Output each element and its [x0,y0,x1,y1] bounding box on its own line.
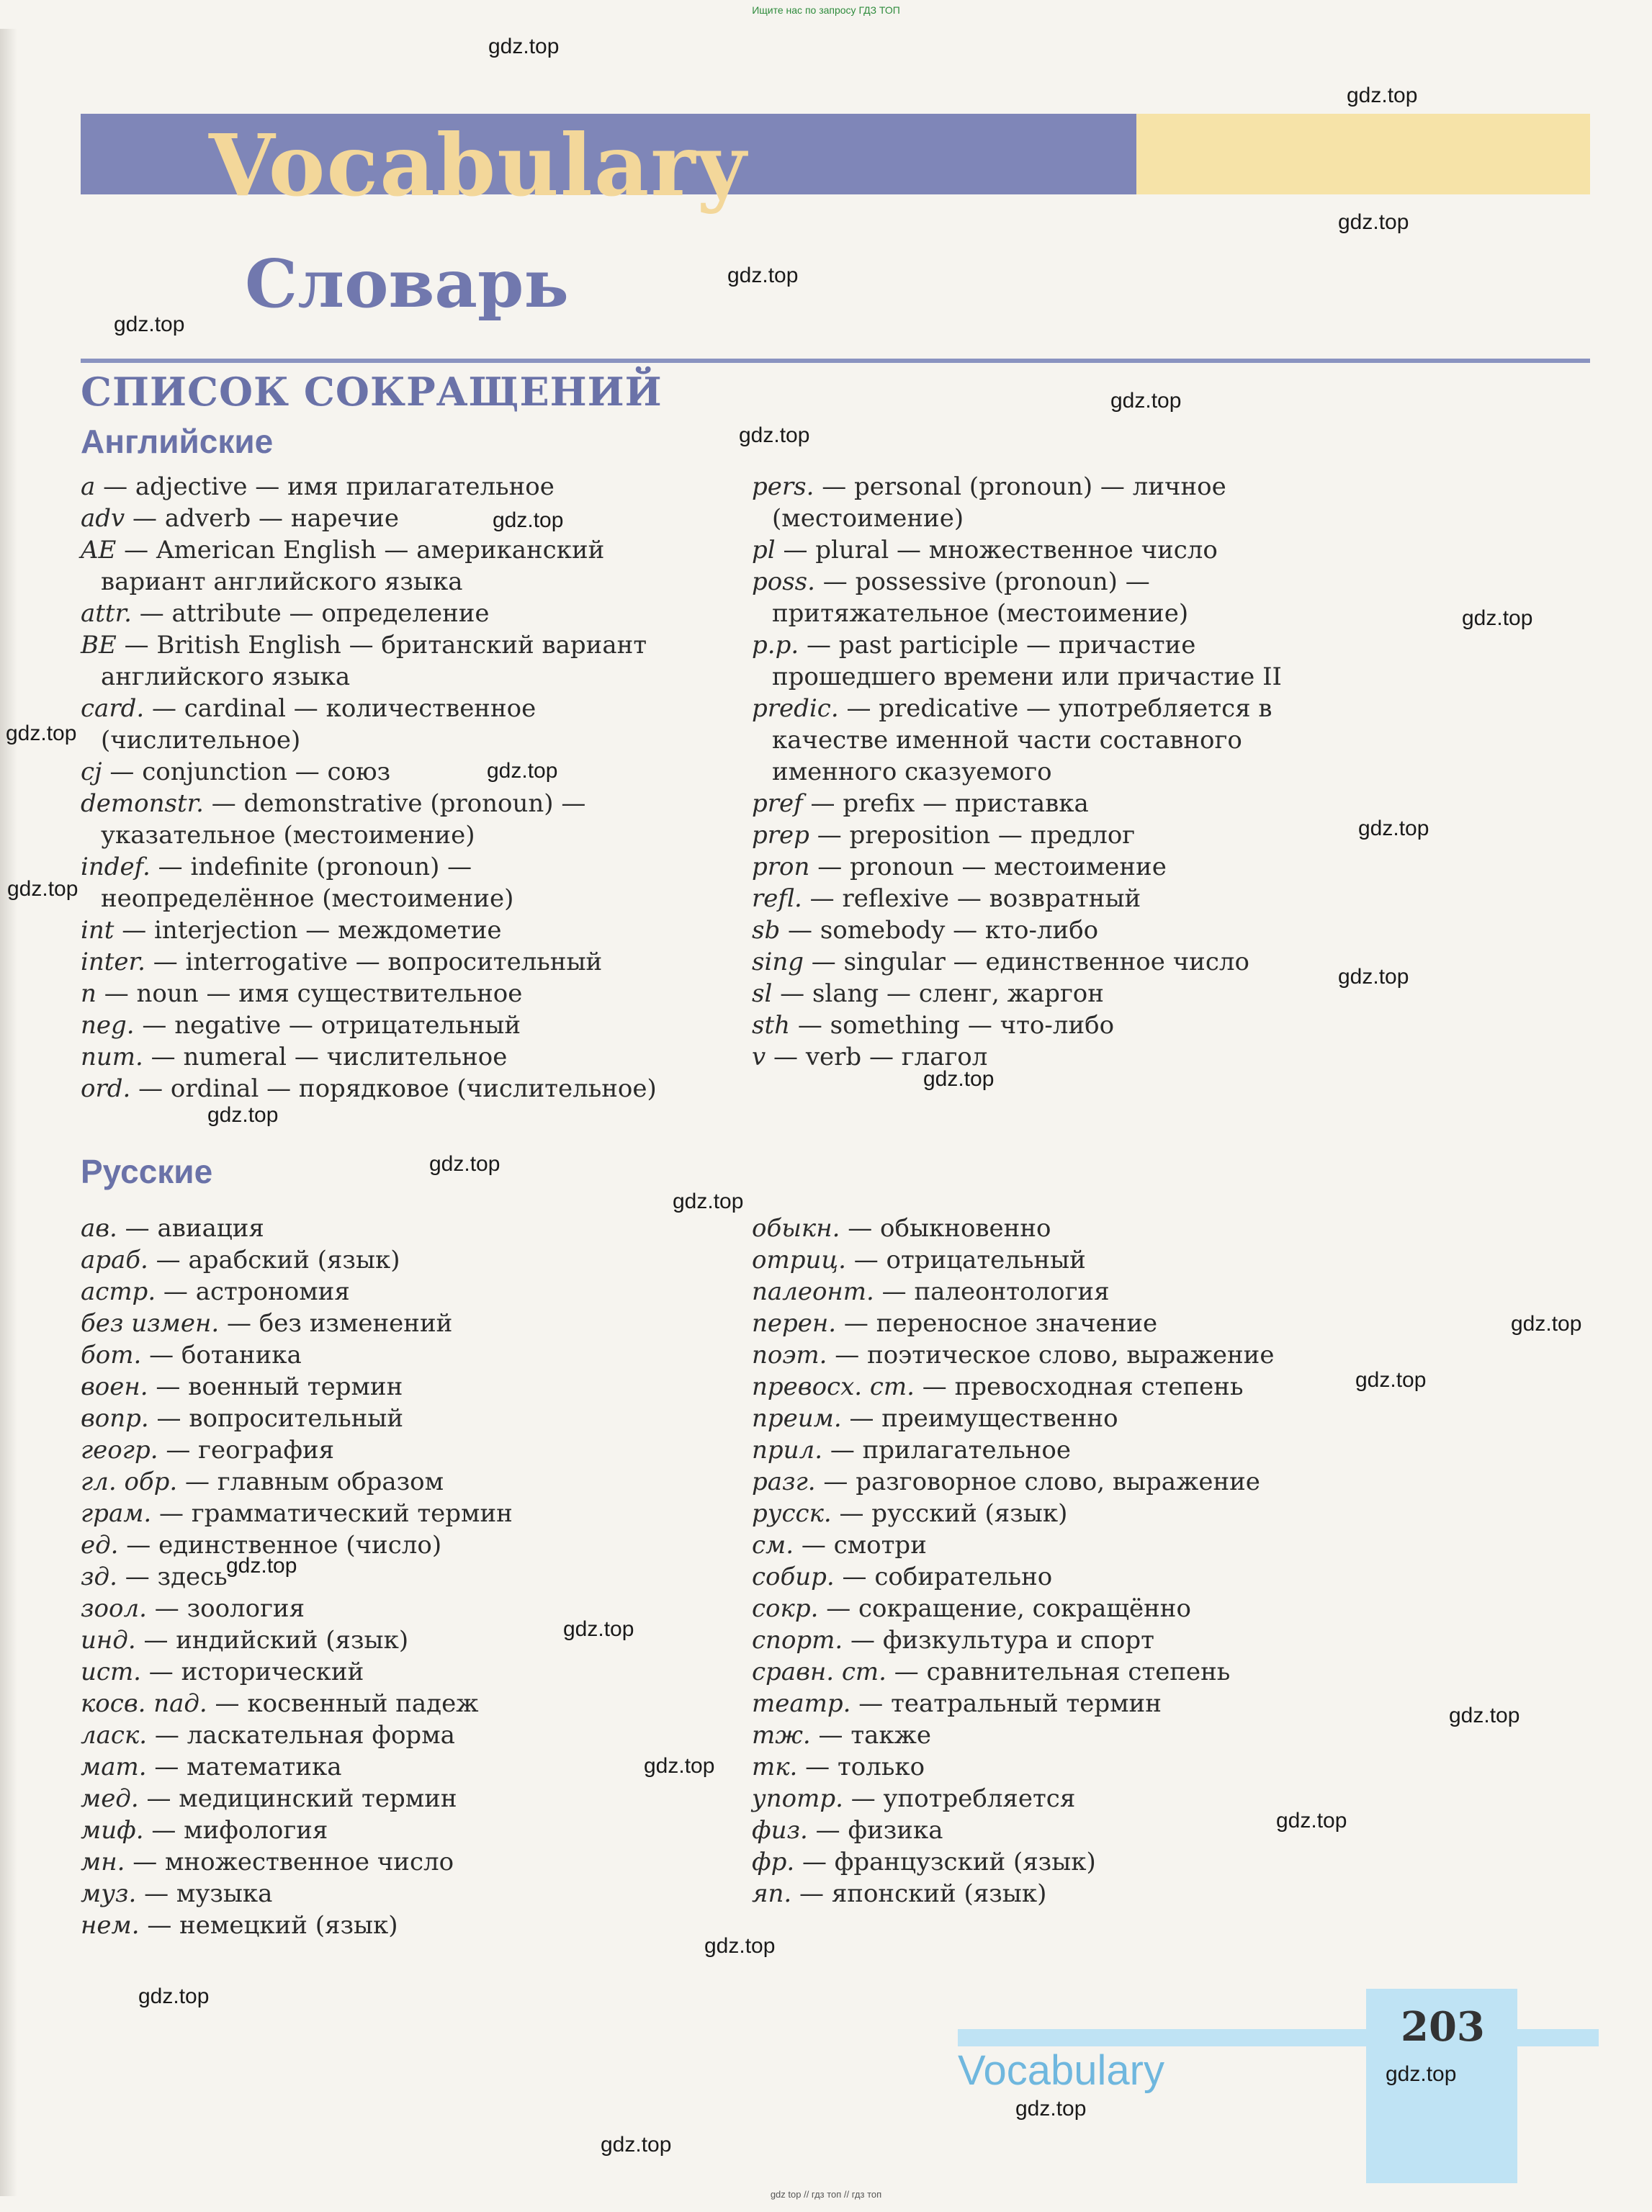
abbreviation-meaning: — зоология [146,1594,305,1623]
abbreviation-term: театр. [752,1689,851,1718]
abbreviation-meaning: — смотри [794,1531,927,1560]
watermark-text: gdz.top [1462,606,1533,630]
abbreviation-meaning: — singular — единственное число [803,948,1249,976]
abbreviation-meaning: — французский (язык) [794,1848,1096,1876]
abbreviation-meaning: — военный термин [148,1372,403,1401]
abbreviation-entry [752,1815,1357,1846]
abbreviation-term: BE [81,631,117,660]
abbreviation-entry [752,629,1357,693]
abbreviation-term: refl. [752,884,802,913]
footer-section-label: Vocabulary [958,2047,1164,2094]
abbreviation-meaning: — грамматический термин [151,1499,513,1528]
watermark-text: gdz.top [7,877,78,901]
abbreviation-entry [81,534,686,598]
abbreviation-term: косв. пад. [81,1689,207,1718]
abbreviation-meaning: — обыкновенно [840,1214,1051,1243]
abbreviation-entry [81,1498,686,1529]
abbreviation-meaning: — cardinal — количественное (числительное) [101,694,537,755]
abbreviation-meaning: — также [810,1721,932,1750]
abbreviation-term: геогр. [81,1436,158,1465]
abbreviation-meaning: — American English — американский вариант английского языка [101,536,605,596]
abbreviation-term: poss. [752,567,815,596]
abbreviation-term: n [81,979,96,1008]
abbreviation-meaning: — поэтическое слово, выражение [827,1341,1275,1370]
abbreviation-meaning: — prefix — приставка [802,789,1089,818]
abbreviation-term: cj [81,757,102,786]
abbreviation-entry [752,1276,1357,1308]
abbreviation-entry [81,1371,686,1403]
abbreviation-term: инд. [81,1626,136,1655]
abbreviation-entry [81,946,686,978]
abbreviation-meaning: — музыка [136,1879,273,1908]
english-abbr-list-left [81,471,686,1105]
abbreviation-entry [752,1688,1357,1719]
abbreviation-term: сокр. [752,1594,819,1623]
abbreviation-meaning: — reflexive — возвратный [802,884,1141,913]
english-section-heading: Английские [81,423,274,460]
abbreviation-entry [752,1624,1357,1656]
abbreviation-meaning: — ласкательная форма [147,1721,455,1750]
russian-abbr-list-right [752,1213,1357,1910]
abbreviation-meaning: — география [158,1436,335,1465]
watermark-text: gdz.top [739,423,810,447]
abbreviation-term: астр. [81,1277,156,1306]
abbreviation-term: тж. [752,1721,811,1750]
abbreviation-entry [81,1815,686,1846]
title-russian: Словарь [245,245,569,323]
abbreviation-entry [752,1498,1357,1529]
abbreviation-meaning: — математика [146,1753,342,1781]
abbreviation-term: фр. [752,1848,795,1876]
abbreviation-term: тк. [752,1753,798,1781]
abbreviation-term: attr. [81,599,132,628]
abbreviation-meaning: — slang — сленг, жаргон [772,979,1104,1008]
abbreviation-term: neg. [81,1011,135,1040]
abbreviation-entry [81,1878,686,1910]
abbreviation-entry [752,819,1357,851]
abbreviation-meaning: — British English — британский вариант английского языка [101,631,647,691]
abbreviation-term: нем. [81,1911,140,1940]
abbreviation-meaning: — только [797,1753,925,1781]
abbreviation-entry [752,1561,1357,1593]
abbreviation-entry [752,1466,1357,1498]
abbreviation-entry [752,1339,1357,1371]
abbreviation-entry [81,1719,686,1751]
abbreviation-term: pref [752,789,803,818]
abbreviation-term: sb [752,916,781,945]
search-hint-note: Ищите нас по запросу ГДЗ ТОП [752,4,900,16]
abbreviation-meaning: — без изменений [219,1309,453,1338]
abbreviation-term: AE [81,536,117,565]
abbreviation-meaning: — множественное число [125,1848,454,1876]
abbreviation-meaning: — pronoun — местоимение [809,853,1167,881]
watermark-text: gdz.top [207,1103,279,1127]
abbreviation-meaning: — something — что-либо [790,1011,1115,1040]
abbreviation-entry [81,1529,686,1561]
watermark-text: gdz.top [487,759,558,783]
abbreviation-meaning: — personal (pronoun) — личное (местоимение) [772,472,1226,533]
abbreviation-entry [81,1308,686,1339]
watermark-text: gdz.top [1355,1368,1427,1392]
abbreviation-meaning: — употребляется [843,1784,1076,1813]
abbreviation-entry [81,1434,686,1466]
watermark-text: gdz.top [1015,2097,1087,2121]
abbreviation-meaning: — арабский (язык) [148,1246,400,1274]
abbreviation-entry [81,1688,686,1719]
abbreviation-entry [81,756,686,788]
abbreviation-term: прил. [752,1436,823,1465]
abbreviation-meaning: — превосходная степень [914,1372,1244,1401]
abbreviation-meaning: — numeral — числительное [143,1043,508,1071]
abbreviation-entry [81,1244,686,1276]
watermark-text: gdz.top [226,1554,297,1578]
abbreviation-entry [752,788,1357,819]
abbreviation-entry [752,1878,1357,1910]
abbreviation-term: вопр. [81,1404,149,1433]
abbreviation-entry [752,1213,1357,1244]
abbreviation-meaning: — verb — глагол [766,1043,988,1071]
abbreviation-term: int [81,916,115,945]
abbreviation-meaning: — plural — множественное число [775,536,1218,565]
abbreviation-entry [752,693,1357,788]
abbreviation-term: преим. [752,1404,842,1433]
abbreviation-term: зоол. [81,1594,147,1623]
abbreviation-meaning: — единственное (число) [118,1531,442,1560]
abbreviation-entry [752,1656,1357,1688]
abbreviation-meaning: — косвенный падеж [207,1689,479,1718]
page-edge-shadow [0,29,17,2196]
abbreviation-term: превосх. ст. [752,1372,915,1401]
abbreviation-term: sl [752,979,773,1008]
abbreviation-term: яп. [752,1879,792,1908]
abbreviation-meaning: — adverb — наречие [125,504,399,533]
abbreviation-meaning: — possessive (pronoun) — притяжательное (местоимение) [772,567,1189,628]
abbreviation-meaning: — сокращение, сокращённо [818,1594,1191,1623]
abbreviation-term: pron [752,853,810,881]
abbreviation-term: физ. [752,1816,808,1845]
abbreviation-entry [81,1910,686,1941]
abbreviation-meaning: — преимущественно [841,1404,1118,1433]
abbreviation-entry [752,1308,1357,1339]
abbreviation-entry [752,883,1357,914]
abbreviation-term: predic. [752,694,839,723]
bottom-note: gdz top // гдз топ // гдз топ [770,2189,882,2200]
abbreviation-term: demonstr. [81,789,204,818]
abbreviation-term: pers. [752,472,814,501]
abbreviation-term: inter. [81,948,145,976]
abbreviation-meaning: — разговорное слово, выражение [815,1467,1260,1496]
abbreviation-meaning: — past participle — причастие прошедшего времени или причастие II [772,631,1282,691]
abbreviation-entry [81,851,686,914]
abbreviation-meaning: — физика [807,1816,943,1845]
abbreviation-entry [81,978,686,1010]
abbreviation-entry [752,1371,1357,1403]
abbreviation-term: отриц. [752,1246,846,1274]
abbreviation-entry [81,1073,686,1105]
abbreviation-term: мат. [81,1753,147,1781]
abbreviation-meaning: — ботаника [141,1341,302,1370]
abbreviation-term: воен. [81,1372,148,1401]
abbreviation-entry [81,914,686,946]
abbreviation-entry [81,1339,686,1371]
abbreviation-term: мед. [81,1784,139,1813]
watermark-text: gdz.top [1511,1312,1582,1336]
abbreviation-entry [752,471,1357,534]
abbreviation-entry [81,693,686,756]
abbreviation-term: гл. обр. [81,1467,178,1496]
header-divider [81,359,1590,363]
abbreviation-term: pl [752,536,776,565]
abbreviation-meaning: — собирательно [834,1563,1053,1591]
abbreviation-entry [752,1751,1357,1783]
abbreviation-meaning: — здесь [117,1563,228,1591]
title-english: Vocabulary [209,115,748,215]
abbreviation-term: ед. [81,1531,119,1560]
abbreviation-entry [752,1010,1357,1041]
abbreviation-meaning: — прилагательное [822,1436,1071,1465]
watermark-text: gdz.top [727,264,799,287]
abbreviation-term: без измен. [81,1309,220,1338]
abbreviation-entry [81,1041,686,1073]
abbreviation-term: обыкн. [752,1214,840,1243]
watermark-text: gdz.top [1449,1704,1520,1727]
english-abbr-list-right [752,471,1357,1073]
abbreviation-term: палеонт. [752,1277,874,1306]
abbreviation-entry [81,471,686,503]
abbreviation-term: ord. [81,1074,131,1103]
abbreviation-term: num. [81,1043,143,1071]
watermark-text: gdz.top [563,1617,634,1641]
abbreviation-term: перен. [752,1309,837,1338]
abbreviation-meaning: — indefinite (pronoun) — неопределённое (местоимение) [101,853,514,913]
abbreviation-entry [81,1751,686,1783]
abbreviation-meaning: — вопросительный [148,1404,403,1433]
abbreviation-entry [81,1010,686,1041]
abbreviation-term: v [752,1043,766,1071]
abbreviation-entry [752,946,1357,978]
abbreviation-meaning: — театральный термин [850,1689,1162,1718]
abbreviation-entry [752,851,1357,883]
abbreviation-term: sth [752,1011,791,1040]
abbreviation-meaning: — ordinal — порядковое (числительное) [130,1074,657,1103]
abbreviation-meaning: — палеонтология [874,1277,1110,1306]
abbreviation-meaning: — авиация [117,1214,264,1243]
abbreviation-term: русск. [752,1499,832,1528]
page-number: 203 [1401,2003,1485,2051]
abbreviation-entry [81,1846,686,1878]
watermark-text: gdz.top [1358,817,1429,840]
watermark-text: gdz.top [1386,2062,1457,2086]
abbreviation-entry [752,1529,1357,1561]
abbreviation-entry [752,1041,1357,1073]
abbreviation-entry [752,1434,1357,1466]
abbreviation-entry [81,788,686,851]
abbreviation-meaning: — interrogative — вопросительный [145,948,603,976]
abbreviation-entry [81,1466,686,1498]
abbreviation-entry [752,914,1357,946]
abbreviation-term: араб. [81,1246,148,1274]
watermark-text: gdz.top [601,2133,672,2157]
watermark-text: gdz.top [923,1067,995,1091]
abbreviation-meaning: — negative — отрицательный [134,1011,521,1040]
abbreviation-meaning: — астрономия [156,1277,350,1306]
abbreviation-meaning: — отрицательный [845,1246,1086,1274]
abbreviation-meaning: — переносное значение [836,1309,1158,1338]
abbreviation-meaning: — adjective — имя прилагательное [95,472,555,501]
watermark-text: gdz.top [1338,965,1409,989]
abbreviation-meaning: — японский (язык) [791,1879,1047,1908]
abbreviation-term: indef. [81,853,151,881]
abbreviation-entry [752,534,1357,566]
abbreviation-meaning: — conjunction — союз [102,757,391,786]
watermark-text: gdz.top [704,1934,776,1958]
abbreviations-heading: СПИСОК СОКРАЩЕНИЙ [81,369,663,415]
abbreviation-entry [81,1213,686,1244]
abbreviation-term: adv [81,504,125,533]
abbreviation-meaning: — сравнительная степень [886,1658,1231,1686]
abbreviation-meaning: — мифология [143,1816,328,1845]
abbreviation-entry [752,1593,1357,1624]
watermark-text: gdz.top [488,35,560,58]
abbreviation-term: разг. [752,1467,816,1496]
watermark-text: gdz.top [1110,389,1182,413]
abbreviation-meaning: — preposition — предлог [809,821,1136,850]
watermark-text: gdz.top [644,1754,715,1778]
abbreviation-term: prep [752,821,809,850]
russian-abbr-list-left [81,1213,686,1941]
abbreviation-entry [81,1561,686,1593]
abbreviation-term: поэт. [752,1341,827,1370]
abbreviation-entry [81,629,686,693]
abbreviation-entry [81,1783,686,1815]
abbreviation-term: мн. [81,1848,125,1876]
abbreviation-entry [81,503,686,534]
abbreviation-term: ласк. [81,1721,148,1750]
abbreviation-term: миф. [81,1816,144,1845]
abbreviation-term: грам. [81,1499,152,1528]
abbreviation-term: сравн. ст. [752,1658,886,1686]
abbreviation-meaning: — физкультура и спорт [843,1626,1154,1655]
abbreviation-entry [752,1783,1357,1815]
abbreviation-term: ист. [81,1658,141,1686]
abbreviation-entry [752,1719,1357,1751]
abbreviation-term: ав. [81,1214,117,1243]
watermark-text: gdz.top [6,721,77,745]
watermark-text: gdz.top [138,1984,210,2008]
abbreviation-entry [81,1276,686,1308]
watermark-text: gdz.top [1347,84,1418,107]
abbreviation-term: см. [752,1531,794,1560]
abbreviation-entry [752,566,1357,629]
watermark-text: gdz.top [673,1190,744,1213]
abbreviation-entry [752,1403,1357,1434]
abbreviation-term: зд. [81,1563,117,1591]
abbreviation-term: sing [752,948,804,976]
abbreviation-entry [81,1403,686,1434]
abbreviation-meaning: — attribute — определение [131,599,490,628]
abbreviation-meaning: — индийский (язык) [135,1626,409,1655]
abbreviation-entry [81,598,686,629]
abbreviation-term: p.p. [752,631,799,660]
abbreviation-term: спорт. [752,1626,843,1655]
abbreviation-entry [752,1244,1357,1276]
abbreviation-meaning: — медицинский термин [138,1784,457,1813]
abbreviation-term: муз. [81,1879,137,1908]
abbreviation-term: бот. [81,1341,142,1370]
abbreviation-meaning: — interjection — междометие [114,916,502,945]
abbreviation-meaning: — главным образом [177,1467,444,1496]
abbreviation-entry [81,1656,686,1688]
header-band-yellow [1136,114,1590,194]
abbreviation-meaning: — predicative — употребляется в качестве именной части составного именного сказуемого [772,694,1272,786]
abbreviation-meaning: — немецкий (язык) [139,1911,398,1940]
abbreviation-entry [752,1846,1357,1878]
abbreviation-term: собир. [752,1563,835,1591]
abbreviation-meaning: — somebody — кто-либо [780,916,1099,945]
abbreviation-term: употр. [752,1784,843,1813]
abbreviation-meaning: — русский (язык) [831,1499,1068,1528]
watermark-text: gdz.top [114,313,185,336]
abbreviation-entry [752,978,1357,1010]
abbreviation-meaning: — исторический [141,1658,364,1686]
watermark-text: gdz.top [1276,1809,1347,1833]
abbreviation-meaning: — noun — имя существительное [96,979,523,1008]
watermark-text: gdz.top [1338,210,1409,234]
russian-section-heading: Русские [81,1153,213,1190]
watermark-text: gdz.top [493,508,564,532]
abbreviation-meaning: — demonstrative (pronoun) — указательное (местоимение) [101,789,586,850]
watermark-text: gdz.top [429,1152,500,1176]
abbreviation-term: a [81,472,96,501]
abbreviation-term: card. [81,694,145,723]
